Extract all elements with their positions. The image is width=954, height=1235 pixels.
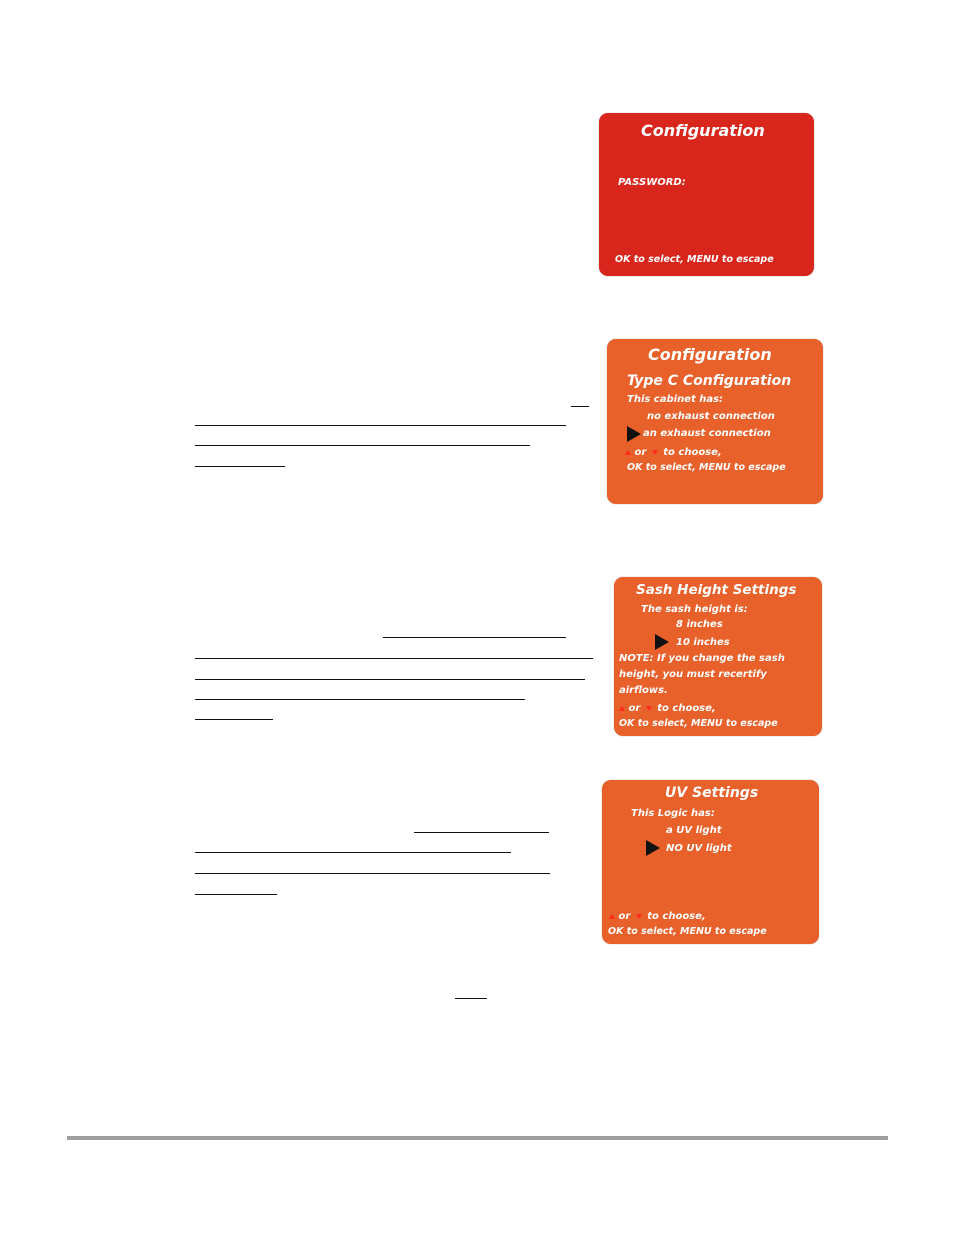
underline-rule: [455, 998, 487, 999]
sash-note-line-3: airflows.: [619, 685, 668, 696]
password-screen: [599, 113, 814, 276]
underline-rule: [195, 658, 593, 659]
type-c-subtitle: Type C Configuration: [627, 373, 792, 389]
selection-pointer-icon: [655, 634, 669, 650]
underline-rule: [195, 445, 530, 446]
sash-option-10-inches[interactable]: 10 inches: [676, 637, 730, 648]
selection-pointer-icon: [627, 426, 641, 442]
up-arrow-icon: [609, 914, 615, 919]
hint-choose: to choose,: [663, 447, 722, 458]
uv-screen-title: UV Settings: [665, 785, 759, 801]
type-c-option-exhaust[interactable]: an exhaust connection: [643, 428, 771, 439]
sash-height-screen: [614, 577, 822, 736]
page-footer-rule: [67, 1136, 888, 1140]
type-c-screen-title: Configuration: [648, 345, 772, 364]
underline-rule: [195, 679, 585, 680]
hint-or: or: [628, 703, 641, 714]
down-arrow-icon: [646, 706, 652, 711]
type-c-screen-footer: OK to select, MENU to escape: [627, 462, 786, 473]
uv-option-light[interactable]: a UV light: [666, 825, 722, 836]
password-label: PASSWORD:: [618, 177, 686, 188]
down-arrow-icon: [636, 914, 642, 919]
up-arrow-icon: [625, 450, 631, 455]
sash-prompt: The sash height is:: [641, 604, 748, 615]
underline-rule: [383, 637, 566, 638]
type-c-option-no-exhaust[interactable]: no exhaust connection: [647, 411, 775, 422]
uv-settings-screen: [602, 780, 819, 944]
uv-hint: [609, 911, 706, 923]
underline-rule: [195, 873, 550, 874]
sash-note-line-2: height, you must recertify: [619, 669, 767, 680]
hint-choose: to choose,: [647, 911, 706, 922]
password-screen-title: Configuration: [641, 121, 765, 140]
sash-hint: [619, 703, 716, 715]
underline-rule: [195, 699, 525, 700]
underline-rule: [195, 719, 273, 720]
sash-screen-footer: OK to select, MENU to escape: [619, 718, 778, 729]
uv-option-no-light[interactable]: NO UV light: [666, 843, 732, 854]
uv-prompt: This Logic has:: [631, 808, 715, 819]
underline-rule: [414, 832, 549, 833]
sash-option-8-inches[interactable]: 8 inches: [676, 619, 723, 630]
sash-screen-title: Sash Height Settings: [636, 582, 797, 598]
underline-rule: [195, 466, 285, 467]
hint-or: or: [634, 447, 647, 458]
uv-screen-footer: OK to select, MENU to escape: [608, 926, 767, 937]
type-c-hint: [625, 447, 722, 459]
sash-note-line-1: NOTE: If you change the sash: [619, 653, 785, 664]
underline-rule: [195, 425, 566, 426]
hint-or: or: [618, 911, 631, 922]
type-c-screen: [607, 339, 823, 504]
type-c-prompt: This cabinet has:: [627, 394, 724, 405]
selection-pointer-icon: [646, 840, 660, 856]
hint-choose: to choose,: [657, 703, 716, 714]
underline-rule: [195, 894, 277, 895]
underline-rule: [571, 406, 589, 407]
underline-rule: [195, 852, 511, 853]
password-screen-footer: OK to select, MENU to escape: [615, 254, 774, 265]
down-arrow-icon: [652, 450, 658, 455]
up-arrow-icon: [619, 706, 625, 711]
